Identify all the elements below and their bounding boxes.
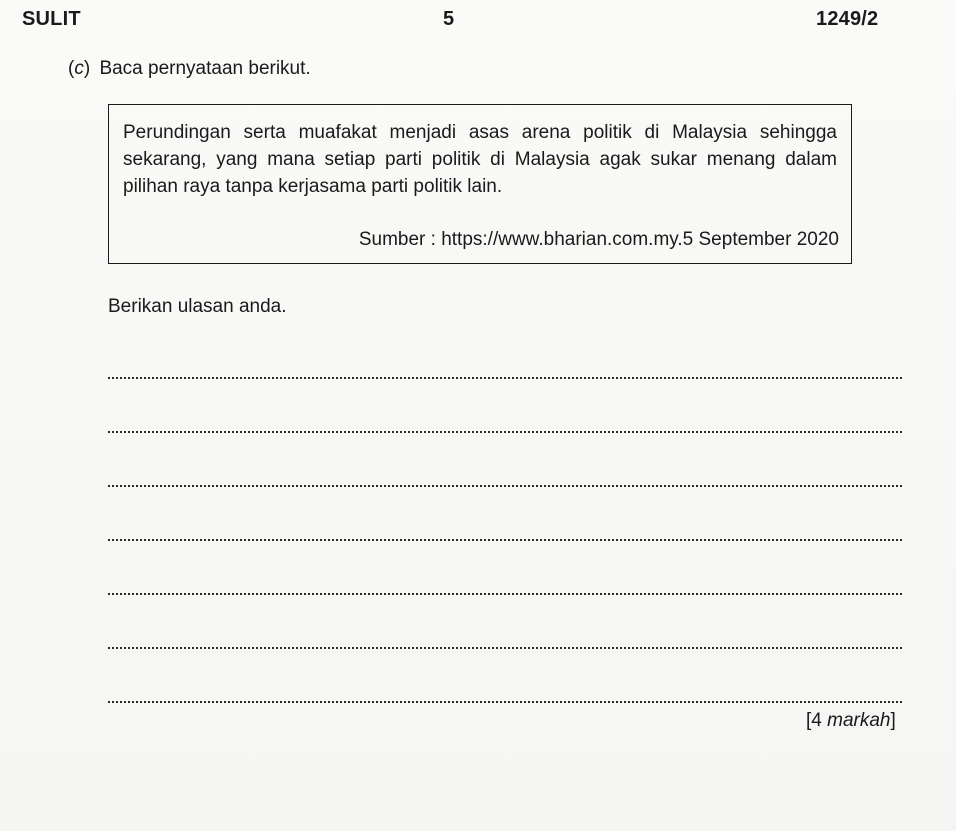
quote-source: Sumber : https://www.bharian.com.my.5 September 2020 (358, 229, 839, 250)
answer-line[interactable] (108, 593, 902, 595)
marks-label: [4 markah] (806, 710, 896, 731)
answer-line[interactable] (108, 539, 902, 541)
answer-line[interactable] (108, 647, 902, 649)
instruction-text: Berikan ulasan anda. (108, 296, 287, 317)
answer-line[interactable] (108, 701, 902, 703)
question-prompt: Baca pernyataan berikut. (99, 58, 311, 79)
answer-line[interactable] (108, 431, 902, 433)
page-number: 5 (443, 8, 455, 30)
answer-line[interactable] (108, 377, 902, 379)
answer-line[interactable] (108, 485, 902, 487)
classification-label: SULIT (22, 8, 81, 30)
question-heading: (c) Baca pernyataan berikut. (68, 58, 311, 79)
quote-text: Perundingan serta muafakat menjadi asas arena politik di Malaysia sehingga sekarang, yang mana setiap parti politik di Malaysia agak sukar menang dalam pilihan raya tanpa kerjasama parti politik lain. (123, 122, 837, 197)
paper-code: 1249/2 (816, 8, 879, 30)
question-label: c (74, 58, 84, 79)
quote-box (108, 104, 852, 264)
